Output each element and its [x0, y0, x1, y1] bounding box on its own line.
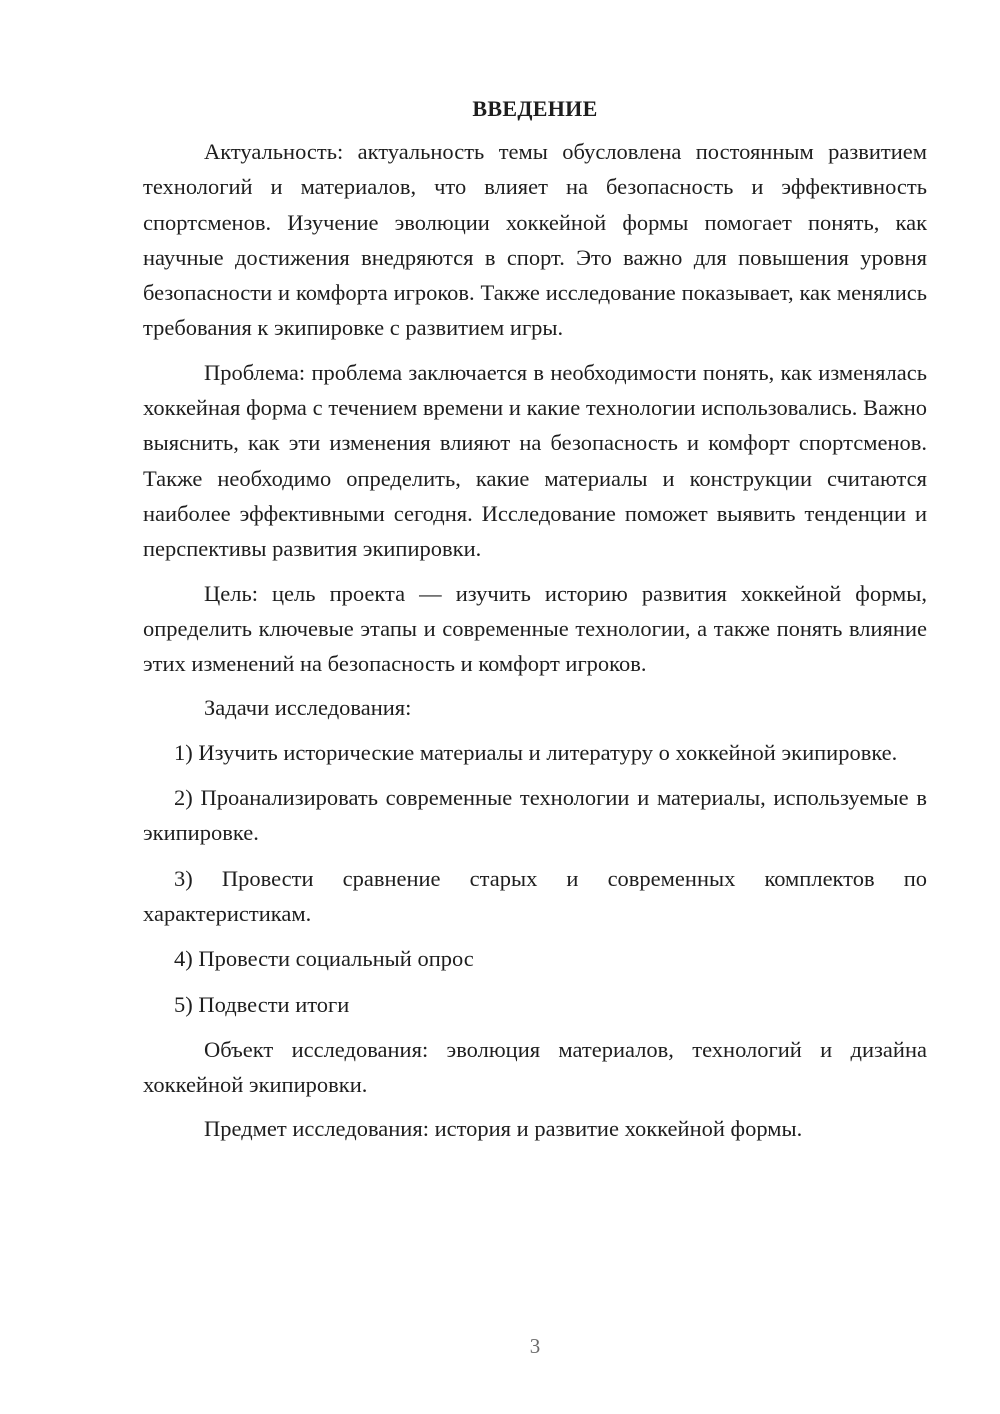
object-paragraph: Объект исследования: эволюция материалов, технологий и дизайна хоккейной экипировки. — [143, 1036, 927, 1098]
problem-paragraph: Проблема: проблема заключается в необходимости понять, как изменялась хоккейная форма с течением времени и какие технологии использовались. Важно выяснить, как эти изменения влияют на безопасность и комфорт спортсменов. Также необходимо определить, какие материалы и конструкции считаются наиболее эффективными сегодня. Исследование поможет выявить тенденции и перспективы развития экипировки. — [143, 359, 927, 562]
goal-paragraph: Цель: цель проекта — изучить историю развития хоккейной формы, определить ключевые этапы и современные технологии, а также понять влияние этих изменений на безопасность и комфорт игроков. — [143, 580, 927, 677]
task-item-3: 3) Провести сравнение старых и современных комплектов по характеристикам. — [143, 865, 927, 926]
page-number: 3 — [529, 1334, 541, 1358]
task-item-1: 1) Изучить исторические материалы и литературу о хоккейной экипировке. — [174, 739, 898, 765]
subject-paragraph: Предмет исследования: история и развитие хоккейной формы. — [204, 1116, 803, 1142]
task-item-5: 5) Подвести итоги — [174, 991, 350, 1017]
task-item-4: 4) Провести социальный опрос — [174, 946, 474, 972]
relevance-paragraph: Актуальность: актуальность темы обусловлена постоянным развитием технологий и материалов, что влияет на безопасность и эффективность спортсменов. Изучение эволюции хоккейной формы помогает понять, как научные достижения внедряются в спорт. Это важно для повышения уровня безопасности и комфорта игроков. Также исследование показывает, как менялись требования к экипировке с развитием игры. — [143, 139, 927, 341]
page-content — [143, 94, 927, 1156]
tasks-heading: Задачи исследования: — [204, 695, 412, 721]
task-item-2: 2) Проанализировать современные технологии и материалы, используемые в экипировке. — [143, 785, 927, 846]
section-heading: ВВЕДЕНИЕ — [472, 96, 598, 121]
